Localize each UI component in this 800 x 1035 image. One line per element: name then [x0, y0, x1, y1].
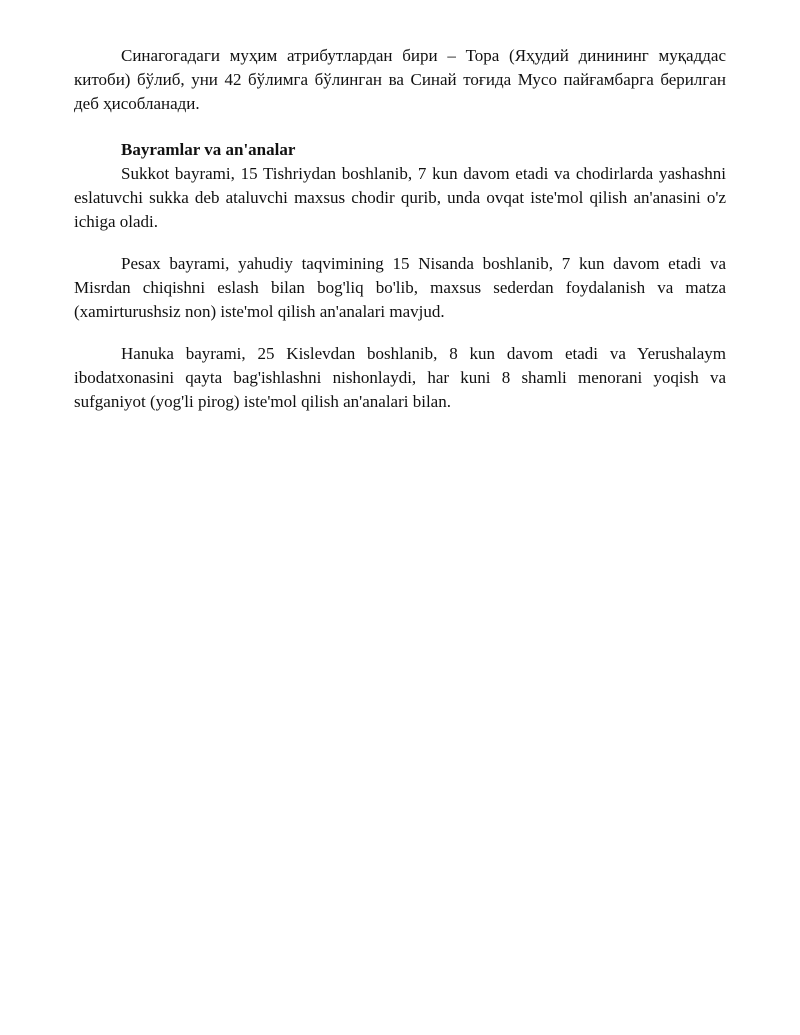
document-page: [74, 44, 726, 414]
intro-paragraph: Синагогадаги муҳим атрибутлардан бири – Тора (Яҳудий динининг муқаддас китоби) бўлиб, уни 42 бўлимга бўлинган ва Синай тоғида Мусо пайғамбарга берилган деб ҳисобланади.: [74, 46, 726, 113]
paragraph-hanuka: Hanuka bayrami, 25 Kislevdan boshlanib, 8 kun davom etadi va Yerushalaym ibodatxonasini qayta bag'ishlashni nishonlaydi, har kuni 8 shamli menorani yoqish va sufganiyot (yog'li pirog) iste'mol qilish an'analari bilan.: [74, 344, 726, 411]
paragraph-sukkot: Sukkot bayrami, 15 Tishriydan boshlanib, 7 kun davom etadi va chodirlarda yashashni eslatuvchi sukka deb ataluvchi maxsus chodir qurib, unda ovqat iste'mol qilish an'anasini o'z ichiga oladi.: [74, 164, 726, 231]
paragraph-pesax: Pesax bayrami, yahudiy taqvimining 15 Nisanda boshlanib, 7 kun davom etadi va Misrdan chiqishni eslash bilan bog'liq bo'lib, maxsus sederdan foydalanish va matza (xamirturushsiz non) iste'mol qilish an'analari mavjud.: [74, 254, 726, 321]
section-heading: Bayramlar va an'analar: [121, 140, 296, 159]
